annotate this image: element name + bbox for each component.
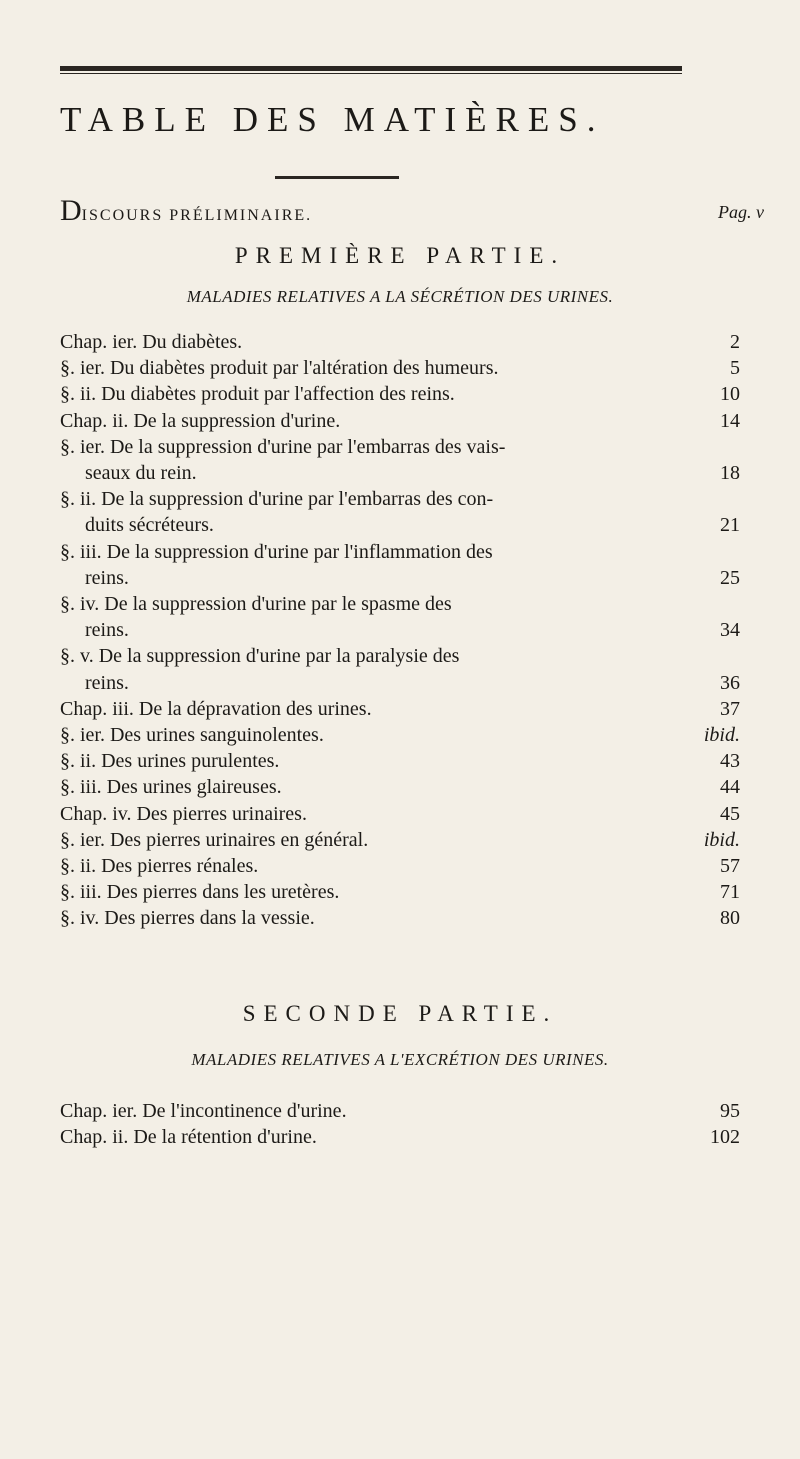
- toc-entry-page: 44: [720, 776, 740, 799]
- toc-entry-page: 25: [720, 566, 740, 589]
- toc-entry: [60, 775, 740, 799]
- toc-entry: [60, 723, 740, 747]
- toc-entry-text: reins.: [85, 566, 129, 589]
- toc-entry-page: 80: [720, 907, 740, 930]
- toc-entry: [60, 356, 740, 380]
- toc-entry: [60, 618, 740, 642]
- toc-entry: [60, 513, 740, 537]
- toc-entry-page: 36: [720, 671, 740, 694]
- toc-entry-page: ibid.: [703, 724, 740, 746]
- toc-entry: [60, 749, 740, 773]
- toc-entry: [60, 1099, 740, 1123]
- toc-entry-page: 21: [720, 514, 740, 537]
- toc-entry-text: reins.: [85, 671, 129, 694]
- title-divider: [275, 176, 399, 179]
- toc-entry-page: 71: [720, 881, 740, 904]
- toc-entry-page: 43: [720, 750, 740, 773]
- toc-entry-page: 57: [720, 855, 740, 877]
- toc-entry-text: §. ii. De la suppression d'urine par l'embarras des con-: [60, 488, 494, 511]
- toc-entry-text: Chap. ii. De la rétention d'urine.: [60, 1126, 317, 1148]
- toc-entry: [60, 592, 740, 616]
- discours-entry: [60, 194, 313, 228]
- toc-entry-text: Chap. ier. De l'incontinence d'urine.: [60, 1100, 347, 1122]
- toc-entry-page: 5: [730, 357, 740, 380]
- toc-entry-text: Chap. iv. Des pierres urinaires.: [60, 802, 307, 825]
- toc-entry-text: §. ier. Des pierres urinaires en général.: [60, 828, 369, 851]
- toc-entry: [60, 330, 740, 354]
- page-title: TABLE DES MATIÈRES.: [60, 100, 605, 139]
- toc-entry-text: §. iv. De la suppression d'urine par le spasme des: [60, 593, 452, 615]
- toc-entry-text: reins.: [85, 619, 129, 642]
- top-thin-rule: [60, 73, 682, 74]
- toc-entry-text: §. iii. Des pierres dans les uretères.: [60, 881, 340, 904]
- toc-entry-text: §. ier. Des urines sanguinolentes.: [60, 724, 324, 746]
- toc-entry-text: §. ii. Des pierres rénales.: [60, 855, 259, 877]
- toc-entry: [60, 828, 740, 852]
- toc-entry-page: 95: [720, 1100, 740, 1122]
- toc-entry: [60, 487, 740, 511]
- toc-entry-text: §. ii. Des urines purulentes.: [60, 750, 280, 773]
- top-double-rule: [60, 66, 682, 71]
- toc-entry-page: 45: [720, 802, 740, 825]
- toc-entry-page: 10: [720, 383, 740, 406]
- toc-entry-text: seaux du rein.: [85, 462, 197, 484]
- discours-label: ISCOURS PRÉLIMINAIRE.: [81, 207, 313, 224]
- toc-entry: [60, 1125, 740, 1149]
- part-two-heading: SECONDE PARTIE.: [242, 1001, 558, 1026]
- toc-entry-text: Chap. iii. De la dépravation des urines.: [60, 697, 372, 720]
- toc-entry-text: §. iii. Des urines glaireuses.: [60, 776, 282, 799]
- toc-entry-text: §. ii. Du diabètes produit par l'affection des reins.: [60, 383, 455, 406]
- toc-entry: [60, 409, 740, 433]
- toc-entry-text: §. iii. De la suppression d'urine par l'inflammation des: [60, 540, 493, 563]
- toc-entry-page: 18: [720, 462, 740, 484]
- toc-entry: [60, 697, 740, 721]
- part-two-subheading: MALADIES RELATIVES A L'EXCRÉTION DES URINES.: [191, 1050, 609, 1069]
- toc-entry-page: 37: [720, 697, 740, 720]
- toc-entry: [60, 382, 740, 406]
- part-one-subheading: MALADIES RELATIVES A LA SÉCRÉTION DES URINES.: [186, 287, 614, 306]
- toc-entry: [60, 644, 740, 668]
- toc-entry: [60, 880, 740, 904]
- drop-initial: D: [60, 194, 82, 227]
- toc-entry-page: 14: [720, 409, 740, 432]
- toc-entry-text: §. ier. De la suppression d'urine par l'embarras des vais-: [60, 435, 506, 458]
- toc-entry-page: ibid.: [703, 828, 740, 851]
- toc-entry: [60, 435, 740, 459]
- toc-entry-text: §. v. De la suppression d'urine par la paralysie des: [60, 645, 460, 668]
- discours-page: Pag. v: [718, 202, 764, 222]
- toc-entry-text: Chap. ier. Du diabètes.: [60, 331, 243, 353]
- toc-entry: [60, 906, 740, 930]
- toc-entry-page: 102: [710, 1126, 740, 1148]
- toc-entry-text: duits sécréteurs.: [85, 514, 214, 537]
- toc-entry: [60, 854, 740, 878]
- part-one-heading: PREMIÈRE PARTIE.: [234, 243, 566, 268]
- toc-entry: [60, 566, 740, 590]
- toc-entry: [60, 540, 740, 564]
- toc-entry: [60, 802, 740, 826]
- toc-entry: [60, 671, 740, 695]
- toc-entry: [60, 461, 740, 485]
- toc-entry-page: 2: [730, 331, 740, 353]
- toc-entry-page: 34: [720, 619, 740, 642]
- toc-entry-text: Chap. ii. De la suppression d'urine.: [60, 409, 341, 432]
- toc-entry-text: §. ier. Du diabètes produit par l'altération des humeurs.: [60, 357, 499, 380]
- toc-entry-text: §. iv. Des pierres dans la vessie.: [60, 907, 315, 930]
